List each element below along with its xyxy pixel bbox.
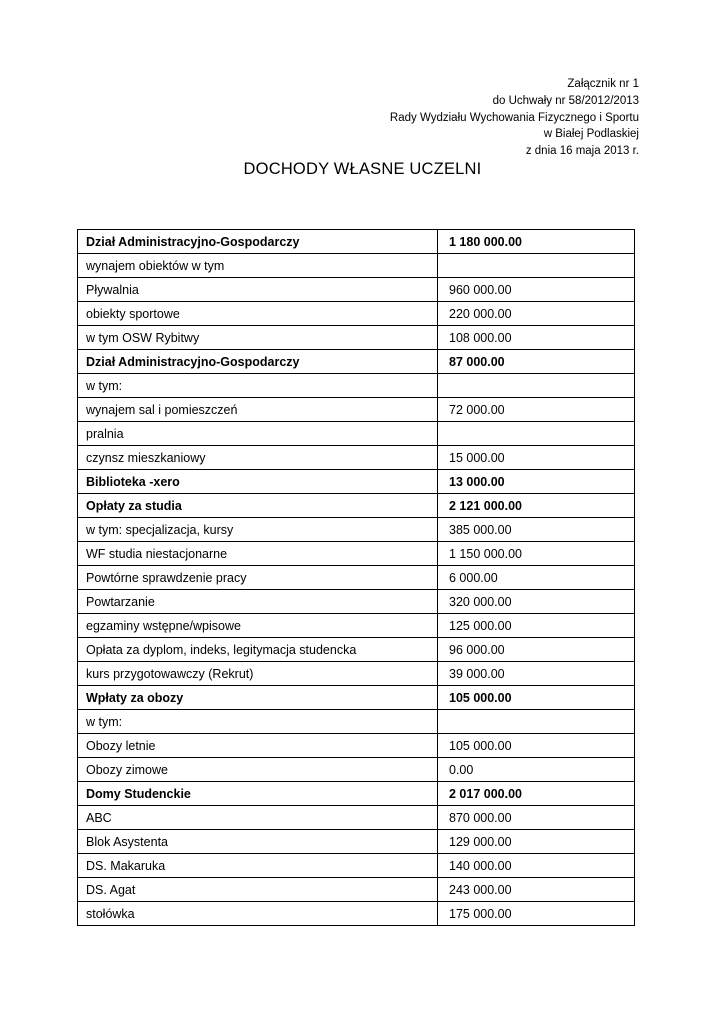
header-line-attachment: Załącznik nr 1 (567, 78, 639, 90)
row-label: Opłaty za studia (78, 494, 438, 518)
table-row (78, 614, 635, 638)
table-row (78, 590, 635, 614)
header-line-council: Rady Wydziału Wychowania Fizycznego i Sportu (389, 111, 639, 124)
header-line-date: z dnia 16 maja 2013 r. (525, 145, 639, 158)
row-value (438, 254, 635, 278)
row-value: 105 000.00 (438, 734, 635, 758)
row-label: Powtarzanie (78, 590, 438, 614)
row-label: egzaminy wstępne/wpisowe (78, 614, 438, 638)
row-value: 220 000.00 (438, 302, 635, 326)
row-value: 175 000.00 (438, 902, 635, 926)
table-row (78, 470, 635, 494)
table-row (78, 374, 635, 398)
row-label: Biblioteka -xero (78, 470, 438, 494)
row-value: 243 000.00 (438, 878, 635, 902)
row-value: 6 000.00 (438, 566, 635, 590)
table-row (78, 902, 635, 926)
row-value: 105 000.00 (438, 686, 635, 710)
row-value: 87 000.00 (438, 350, 635, 374)
header-line-resolution: do Uchwały nr 58/2012/2013 (492, 94, 639, 107)
row-label: Dział Administracyjno-Gospodarczy (78, 350, 438, 374)
row-label: Dział Administracyjno-Gospodarczy (78, 230, 438, 254)
table-row (78, 230, 635, 254)
row-label: pralnia (78, 422, 438, 446)
attachment-header (390, 76, 639, 160)
row-label: czynsz mieszkaniowy (78, 446, 438, 470)
row-label: DS. Agat (78, 878, 438, 902)
table-row (78, 758, 635, 782)
row-value: 960 000.00 (438, 278, 635, 302)
row-value: 140 000.00 (438, 854, 635, 878)
row-value: 320 000.00 (438, 590, 635, 614)
row-value (438, 710, 635, 734)
row-label: Obozy zimowe (78, 758, 438, 782)
row-value: 125 000.00 (438, 614, 635, 638)
row-value: 96 000.00 (438, 638, 635, 662)
row-label: wynajem obiektów w tym (78, 254, 438, 278)
row-value: 39 000.00 (438, 662, 635, 686)
table-row (78, 542, 635, 566)
row-label: Powtórne sprawdzenie pracy (78, 566, 438, 590)
table-row (78, 422, 635, 446)
table-row (78, 326, 635, 350)
row-label: w tym: (78, 374, 438, 398)
row-label: Wpłaty za obozy (78, 686, 438, 710)
table-row (78, 710, 635, 734)
row-value: 108 000.00 (438, 326, 635, 350)
table-row (78, 734, 635, 758)
table-row (78, 494, 635, 518)
row-value: 13 000.00 (438, 470, 635, 494)
table-row (78, 854, 635, 878)
row-value: 0.00 (438, 758, 635, 782)
row-label: Blok Asystenta (78, 830, 438, 854)
row-value: 385 000.00 (438, 518, 635, 542)
row-label: w tym: (78, 710, 438, 734)
row-label: kurs przygotowawczy (Rekrut) (78, 662, 438, 686)
row-label: obiekty sportowe (78, 302, 438, 326)
row-label: w tym: specjalizacja, kursy (78, 518, 438, 542)
row-label: wynajem sal i pomieszczeń (78, 398, 438, 422)
table-row (78, 278, 635, 302)
row-label: Opłata za dyplom, indeks, legitymacja studencka (78, 638, 438, 662)
table-row (78, 806, 635, 830)
table-row (78, 350, 635, 374)
header-line-city: w Białej Podlaskiej (543, 128, 639, 141)
row-value: 72 000.00 (438, 398, 635, 422)
page-title: DOCHODY WŁASNE UCZELNI (243, 160, 482, 178)
row-value (438, 374, 635, 398)
row-value: 1 150 000.00 (438, 542, 635, 566)
table-row (78, 878, 635, 902)
row-value: 870 000.00 (438, 806, 635, 830)
row-value: 15 000.00 (438, 446, 635, 470)
table-row (78, 398, 635, 422)
table-row (78, 782, 635, 806)
table-row (78, 686, 635, 710)
row-value: 1 180 000.00 (438, 230, 635, 254)
table-row (78, 302, 635, 326)
table-row (78, 518, 635, 542)
row-label: Obozy letnie (78, 734, 438, 758)
row-label: Pływalnia (78, 278, 438, 302)
table-row (78, 638, 635, 662)
income-table (77, 229, 635, 926)
row-label: stołówka (78, 902, 438, 926)
table-row (78, 662, 635, 686)
row-label: Domy Studenckie (78, 782, 438, 806)
row-value: 129 000.00 (438, 830, 635, 854)
row-label: w tym OSW Rybitwy (78, 326, 438, 350)
row-value: 2 017 000.00 (438, 782, 635, 806)
income-table-body (78, 230, 635, 926)
table-row (78, 254, 635, 278)
table-row (78, 830, 635, 854)
row-value: 2 121 000.00 (438, 494, 635, 518)
row-value (438, 422, 635, 446)
table-row (78, 566, 635, 590)
row-label: DS. Makaruka (78, 854, 438, 878)
row-label: ABC (78, 806, 438, 830)
row-label: WF studia niestacjonarne (78, 542, 438, 566)
table-row (78, 446, 635, 470)
